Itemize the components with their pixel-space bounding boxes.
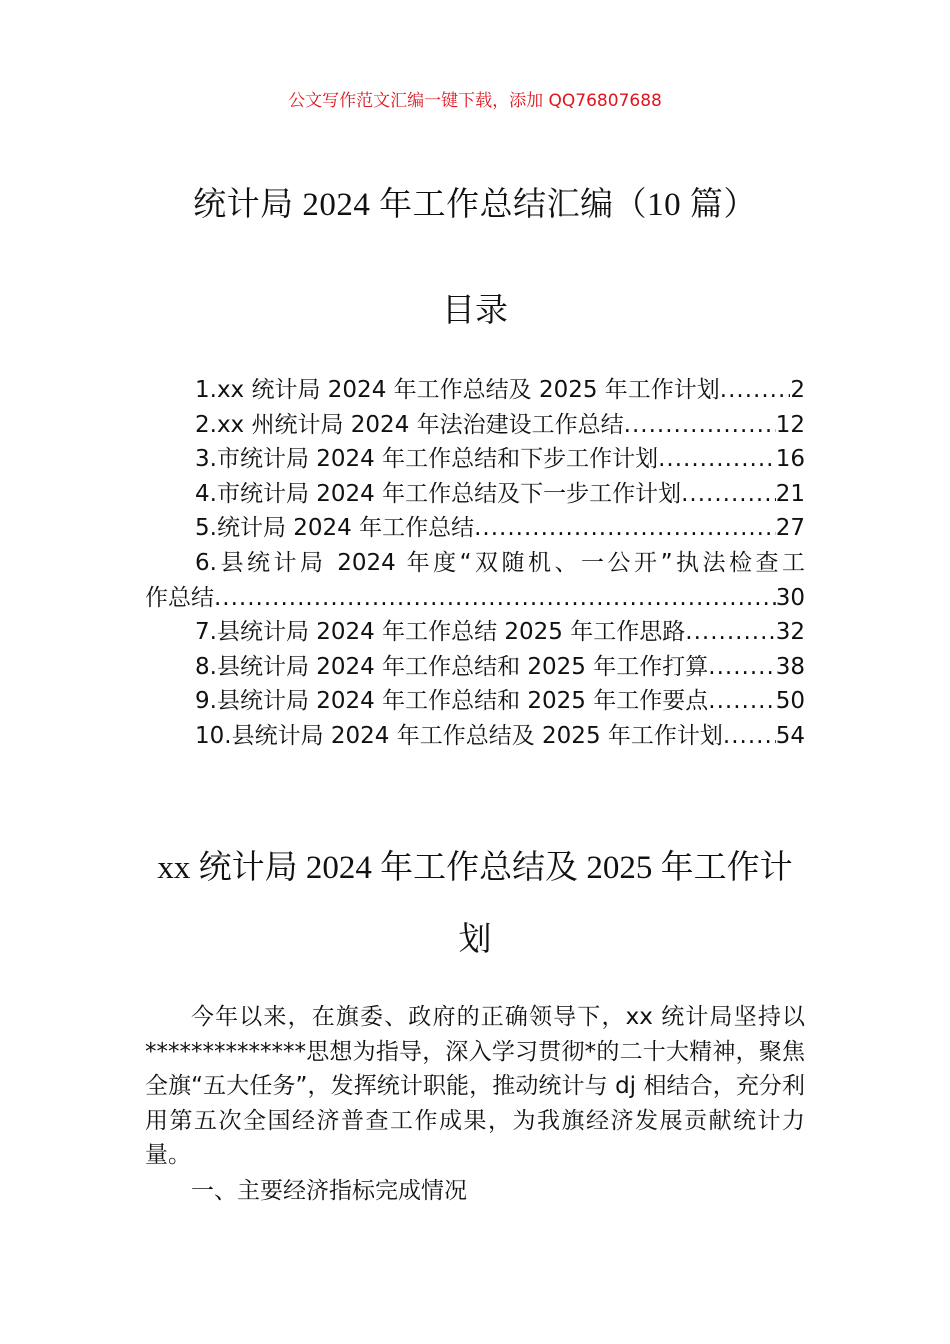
toc-entry[interactable]: [145, 477, 805, 512]
toc-entry-label-continued: 作总结: [145, 584, 214, 611]
toc-entry[interactable]: [145, 511, 805, 546]
toc-entry-label: 7.县统计局 2024 年工作总结 2025 年工作思路: [195, 619, 686, 646]
toc-leader-dots: [474, 511, 776, 546]
toc-leader-dots: [658, 442, 776, 477]
document-title: 统计局 2024 年工作总结汇编（10 篇）: [193, 187, 757, 223]
toc-heading: 目录: [442, 290, 508, 329]
toc-entry-label: 4.市统计局 2024 年工作总结及下一步工作计划: [195, 480, 682, 507]
article-title: xx 统计局 2024 年工作总结及 2025 年工作计划: [157, 850, 793, 958]
toc-entry-page: 12: [775, 411, 805, 438]
toc-entry[interactable]: [145, 408, 805, 443]
toc-entry-page: 38: [775, 653, 805, 680]
toc-leader-dots: [723, 719, 776, 754]
toc-entry-continuation: [145, 581, 805, 616]
toc-entry[interactable]: [145, 615, 805, 650]
toc-entry-page: 32: [775, 619, 805, 646]
toc-entry-page: 54: [775, 722, 805, 749]
toc-entry[interactable]: [145, 684, 805, 719]
toc-entry-label: 5.统计局 2024 年工作总结: [195, 515, 475, 542]
toc-entry[interactable]: [145, 719, 805, 754]
toc-entry-page: 27: [775, 515, 805, 542]
toc-leader-dots: [720, 373, 791, 408]
toc-entry[interactable]: [145, 650, 805, 685]
toc-entry-label: 10.县统计局 2024 年工作总结及 2025 年工作计划: [195, 722, 723, 749]
toc-entry[interactable]: [145, 546, 805, 615]
toc-entry-label: 8.县统计局 2024 年工作总结和 2025 年工作打算: [195, 653, 709, 680]
toc-entry-page: 16: [775, 446, 805, 473]
toc-entry[interactable]: [145, 373, 805, 408]
toc-leader-dots: [681, 477, 776, 512]
toc-leader-dots: [685, 615, 775, 650]
toc-entry-label: 2.xx 州统计局 2024 年法治建设工作总结: [195, 411, 624, 438]
table-of-contents: [145, 373, 805, 754]
toc-leader-dots: [708, 650, 775, 685]
section-heading: 一、主要经济指标完成情况: [191, 1178, 467, 1204]
toc-leader-dots: [624, 408, 776, 443]
toc-entry-page: 30: [775, 584, 805, 611]
toc-entry-label: 3.市统计局 2024 年工作总结和下步工作计划: [195, 446, 659, 473]
toc-leader-dots: [214, 581, 776, 616]
toc-entry-page: 2: [790, 377, 805, 403]
article-paragraph: 今年以来，在旗委、政府的正确领导下，xx 统计局坚持以**************思想为指导，深入学习贯彻*的二十大精神，聚焦全旗“五大任务”，发挥统计职能，推动统计与 dj 相结合，充分利用第五次全国经济普查工作成果，为我旗经济发展贡献统计力量。: [145, 1004, 805, 1169]
toc-entry[interactable]: [145, 442, 805, 477]
watermark-banner: 公文写作范文汇编一键下载，添加 QQ76807688: [288, 91, 662, 111]
toc-entry-label: 1.xx 统计局 2024 年工作总结及 2025 年工作计划: [195, 377, 720, 403]
toc-entry-label: 9.县统计局 2024 年工作总结和 2025 年工作要点: [195, 688, 709, 715]
toc-entry-page: 50: [775, 688, 805, 715]
toc-entry-page: 21: [775, 480, 805, 507]
toc-leader-dots: [708, 684, 775, 719]
toc-entry-label: 6.县统计局 2024 年度“双随机、一公开”执法检查工: [195, 549, 805, 576]
